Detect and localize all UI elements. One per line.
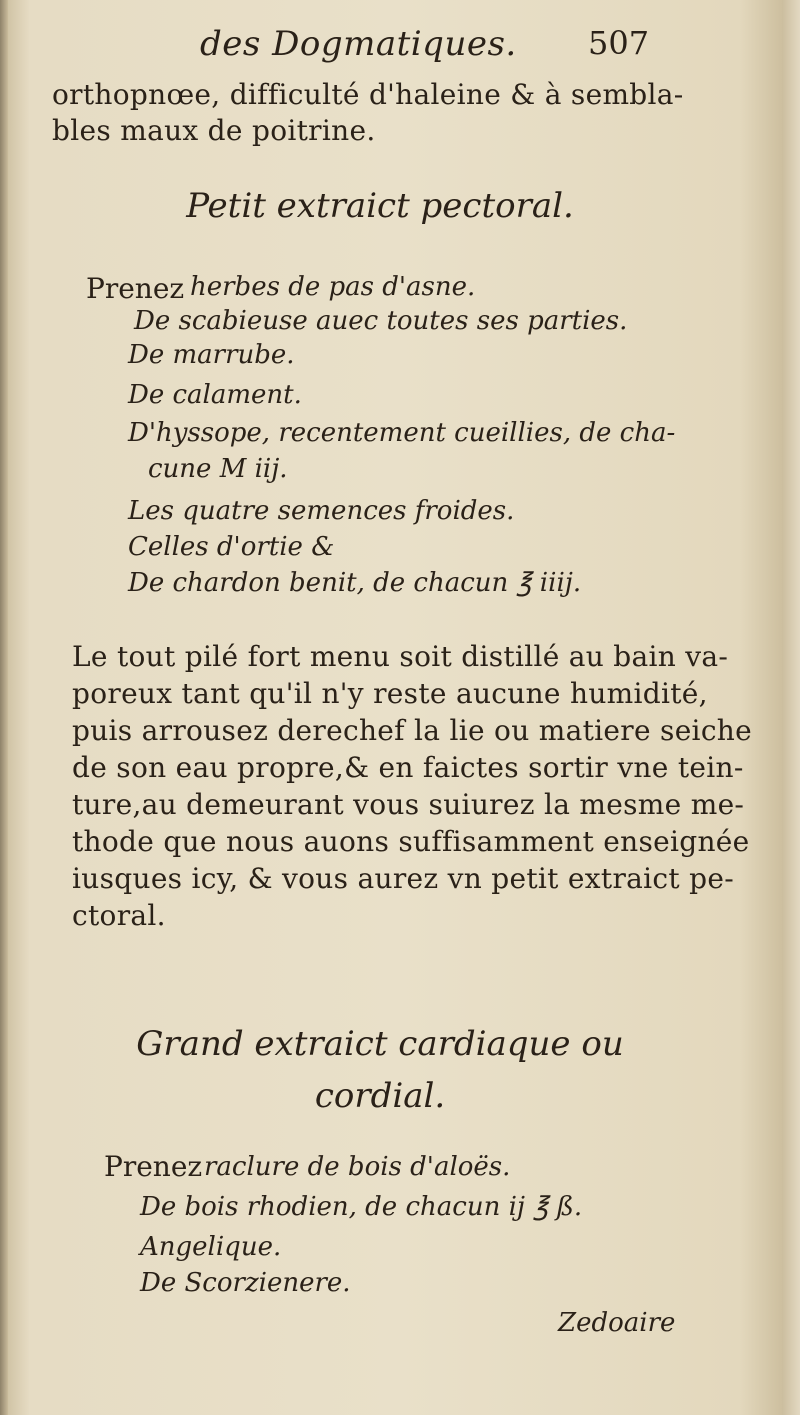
recipe-ingredient: De calament. xyxy=(128,380,302,410)
paragraph-line: Le tout pilé fort menu soit distillé au bain va- xyxy=(72,640,729,673)
recipe-ingredient: De chardon benit, de chacun ℥ iiij. xyxy=(128,568,582,598)
running-title: des Dogmatiques. xyxy=(200,24,517,64)
recipe-ingredient: herbes de pas d'asne. xyxy=(190,272,476,302)
recipe-ingredient: Celles d'ortie & xyxy=(128,532,335,562)
recipe-ingredient: De marrube. xyxy=(128,340,295,370)
section-title-pectoral: Petit extraict pectoral. xyxy=(186,186,574,226)
recipe-ingredient: cune M iij. xyxy=(148,454,288,484)
paragraph-line: de son eau propre,& en faictes sortir vne tein- xyxy=(72,751,744,784)
recipe-ingredient: De scabieuse auec toutes ses parties. xyxy=(134,306,628,336)
recipe-ingredient: Angelique. xyxy=(140,1232,282,1262)
running-head xyxy=(200,24,660,74)
recipe-ingredient: De Scorzienere. xyxy=(140,1268,351,1298)
catchword: Zedoaire xyxy=(558,1308,676,1338)
paragraph-line: ctoral. xyxy=(72,899,166,932)
paragraph-line: puis arrousez derechef la lie ou matiere seiche xyxy=(72,714,753,747)
intro-line: orthopnœe, difficulté d'haleine & à sembla- xyxy=(52,78,684,111)
recipe-ingredient: Les quatre semences froides. xyxy=(128,496,515,526)
page-edge xyxy=(782,0,800,1415)
paragraph-line: thode que nous auons suffisamment enseignée xyxy=(72,825,750,858)
recipe-prenez: Prenez xyxy=(104,1150,203,1183)
recipe-ingredient: raclure de bois d'aloës. xyxy=(204,1152,511,1182)
recipe-prenez: Prenez xyxy=(86,272,185,305)
paragraph-line: iusques icy, & vous aurez vn petit extraict pe- xyxy=(72,862,734,895)
page-gutter xyxy=(0,0,8,1415)
paragraph-line: ture,au demeurant vous suiurez la mesme me- xyxy=(72,788,745,821)
section-title-cordial-cont: cordial. xyxy=(314,1076,446,1116)
recipe-ingredient: D'hyssope, recentement cueillies, de cha- xyxy=(128,418,676,448)
page-number: 507 xyxy=(588,24,650,62)
intro-line: bles maux de poitrine. xyxy=(52,114,376,147)
section-title-cordial: Grand extraict cardiaque ou xyxy=(136,1024,624,1064)
paragraph-line: poreux tant qu'il n'y reste aucune humidité, xyxy=(72,677,708,710)
recipe-ingredient: De bois rhodien, de chacun ij ℥ ß. xyxy=(140,1192,583,1222)
